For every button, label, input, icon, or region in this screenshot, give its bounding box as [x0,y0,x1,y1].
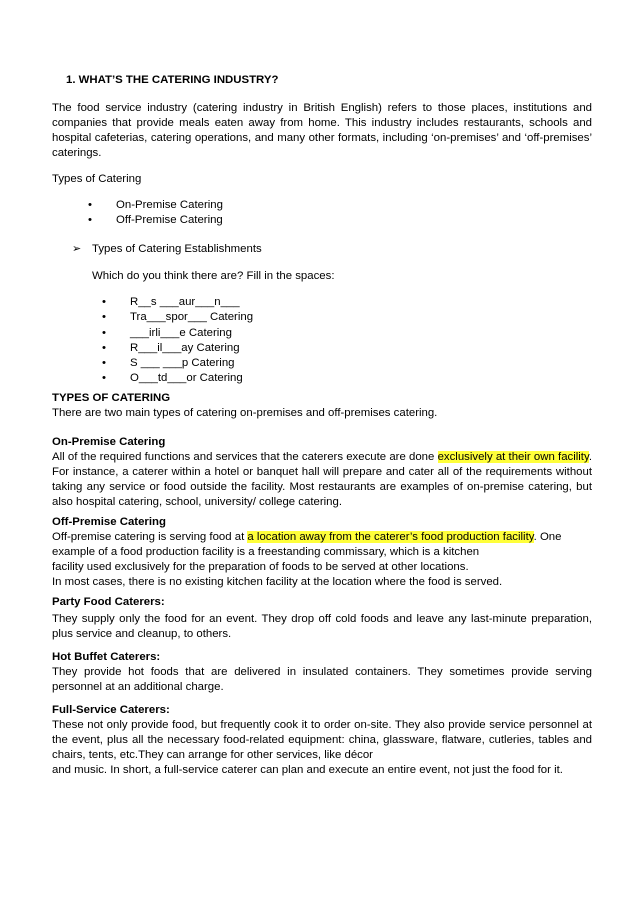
on-premise-section [52,435,592,510]
full-service-section [52,703,592,778]
list-item: • Off-Premise Catering [88,213,548,228]
blanks-list [102,295,502,387]
on-premise-text [52,450,592,510]
list-item: • Tra___spor___ Catering [102,310,502,325]
list-item: • R__s ___aur___n___ [102,295,502,310]
party-text: They supply only the food for an event. They drop off cold foods and leave any last-minute preparation, plus service and cleanup, to others. [52,613,592,640]
list-item: • R___il___ay Catering [102,341,502,356]
text-line: In most cases, there is no existing kitchen facility at the location where the food is served. [52,576,503,588]
full-service-text: These not only provide food, but frequently cook it to order on-site. They also provide service personnel at the event, plus all the necessary food-related equipment: china, glassware, flatware, cutleries, tables and chairs, tents, etc.They can arrange for other services, like décor [52,719,592,761]
text-line: and music. In short, a full-service caterer can plan and execute an entire event, not just the food for it. [52,764,563,776]
text-line: facility used exclusively for the preparation of foods to be served at other locations. [52,561,469,573]
list-item: • On-Premise Catering [88,198,548,213]
text-line: example of a food production facility is a freestanding commissary, which is a kitchen [52,546,480,558]
types-section [52,391,592,421]
types-intro: There are two main types of catering on-premises and off-premises catering. [52,407,438,419]
party-section [52,595,592,642]
on-premise-title: On-Premise Catering [52,436,166,448]
list-item: • ___irli___e Catering [102,326,502,341]
establishments-item [72,242,552,257]
off-premise-text [52,530,592,545]
text-run: . For instance, a caterer within a hotel or banquet hall will prepare and cater all of the requirements without taking any service or food outside the facility. Most restaurants are examples of on-premise catering, but also hospital catering, school, university/ college catering. [52,451,592,508]
party-title: Party Food Caterers: [52,596,165,608]
hot-buffet-text: They provide hot foods that are delivered in insulated containers. They sometimes provide serving personnel at an additional charge. [52,666,592,693]
full-service-title: Full-Service Caterers: [52,704,170,716]
list-item: • S ___ ___p Catering [102,356,502,371]
text-run: . One [533,531,562,543]
hot-buffet-section [52,650,592,695]
hot-buffet-title: Hot Buffet Caterers: [52,651,161,663]
off-premise-title: Off-Premise Catering [52,516,166,528]
text-run: Off-premise catering is serving food at [52,531,248,543]
intro-paragraph [52,101,592,161]
text-run: All of the required functions and services that the caterers execute are done [52,451,438,463]
section-heading: 1. WHAT’S THE CATERING INDUSTRY? [66,74,279,86]
list-item: • O___td___or Catering [102,371,502,386]
highlight: exclusively at their own facility [437,451,589,463]
off-premise-section [52,515,592,590]
types-heading: TYPES OF CATERING [52,392,171,404]
intro-text: The food service industry (catering industry in British English) refers to those places, institutions and companies that provide meals eaten away from home. This industry includes restaurants, schools and hospital cafeterias, catering operations, and many other formats, including ‘on-premises’ and ‘off-premises’ caterings. [52,102,592,159]
types-label: Types of Catering [52,173,142,185]
fill-question: Which do you think there are? Fill in the spaces: [92,270,335,282]
establishments-label: ➢ Types of Catering Establishments [72,242,552,257]
highlight: a location away from the caterer’s food production facility [247,531,534,543]
types-list [88,198,548,228]
